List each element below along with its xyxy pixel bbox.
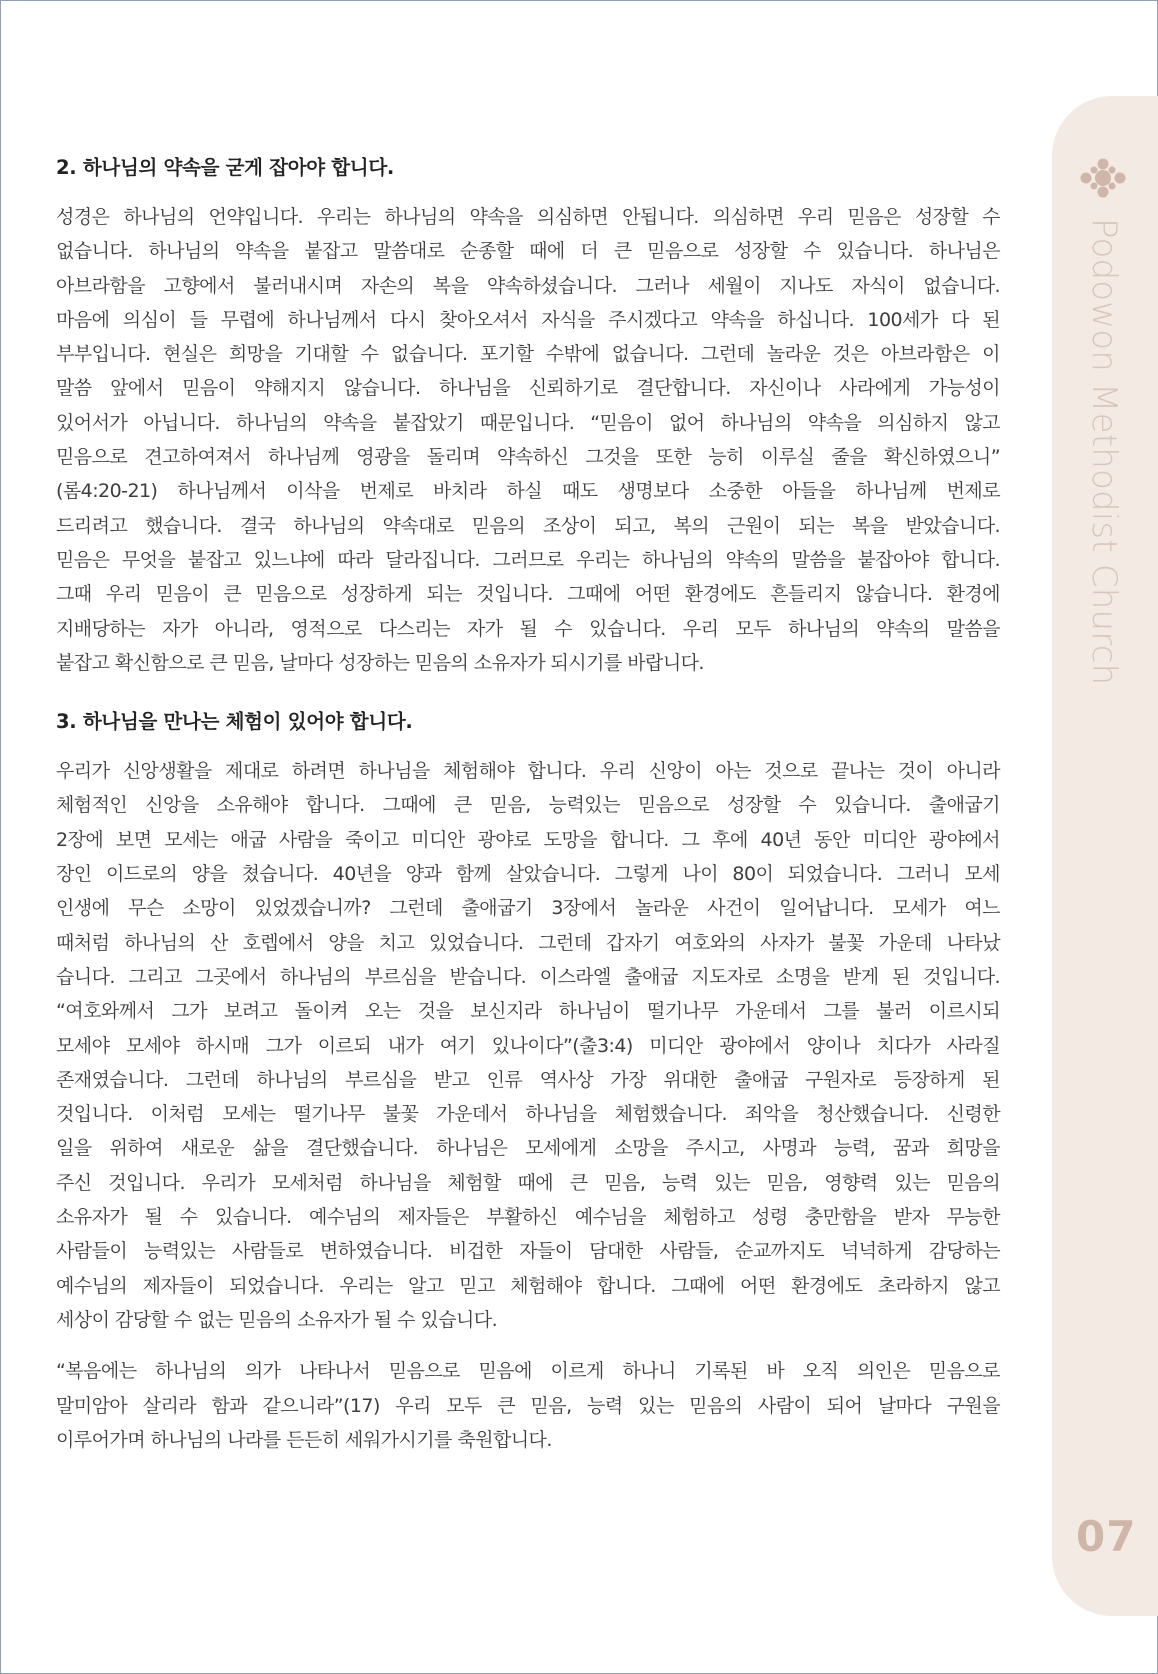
section-2-heading: 2. 하나님의 약속을 굳게 잡아야 합니다. (56, 156, 394, 179)
grape-cross-icon (1080, 158, 1126, 198)
text-line: 성경은 하나님의 언약입니다. 우리는 하나님의 약속을 의심하면 안됩니다. 의심하면 우리 믿음은 성장할 수 (56, 206, 1000, 228)
text-line: 붙잡고 확신함으로 큰 믿음, 날마다 성장하는 믿음의 소유자가 되시기를 바랍니다. (56, 651, 704, 674)
section-3-heading: 3. 하나님을 만나는 체험이 있어야 합니다. (56, 710, 413, 734)
church-name-vertical: Podowon Methodist Church (1084, 218, 1124, 686)
text-line: 세상이 감당할 수 없는 믿음의 소유자가 될 수 있습니다. (56, 1308, 498, 1331)
text-line: 예수님의 제자들이 되었습니다. 우리는 알고 믿고 체험해야 합니다. 그때에 어떤 환경에도 초라하지 않고 (56, 1274, 1000, 1297)
text-line: 지배당하는 자가 아니라, 영적으로 다스리는 자가 될 수 있습니다. 우리 모두 하나님의 약속의 말씀을 (56, 617, 1000, 640)
text-line: 아브라함을 고향에서 불러내시며 자손의 복을 약속하셨습니다. 그러나 세월이 지나도 자식이 없습니다. (56, 274, 1000, 297)
text-line: “여호와께서 그가 보려고 돌이켜 오는 것을 보신지라 하나님이 떨기나무 가운데서 그를 불러 이르시되 (56, 1000, 1000, 1023)
text-line: 믿음은 무엇을 붙잡고 있느냐에 따라 달라집니다. 그러므로 우리는 하나님의 약속의 말씀을 붙잡아야 합니다. (56, 548, 1000, 571)
text-line: 부부입니다. 현실은 희망을 기대할 수 없습니다. 포기할 수밖에 없습니다. 그런데 놀라운 것은 아브라함은 이 (56, 343, 1000, 366)
text-line: 마음에 의심이 들 무렵에 하나님께서 다시 찾아오셔서 자식을 주시겠다고 약속을 하십니다. 100세가 다 된 (56, 308, 1000, 331)
text-line: 우리가 신앙생활을 제대로 하려면 하나님을 체험해야 합니다. 우리 신앙이 아는 것으로 끝나는 것이 아니라 (56, 760, 1000, 783)
text-line: 주신 것입니다. 우리가 모세처럼 하나님을 체험할 때에 큰 믿음, 능력 있는 믿음, 영향력 있는 믿음의 (56, 1171, 1000, 1194)
text-line: 2장에 보면 모세는 애굽 사람을 죽이고 미디안 광야로 도망을 합니다. 그 후에 40년 동안 미디안 광야에서 (56, 828, 1000, 851)
text-line: 있어서가 아닙니다. 하나님의 약속을 붙잡았기 때문입니다. “믿음이 없어 하나님의 약속을 의심하지 않고 (56, 411, 1000, 434)
text-line: “복음에는 하나님의 의가 나타나서 믿음으로 믿음에 이르게 하나니 기록된 바 오직 의인은 믿음으로 (56, 1360, 1000, 1383)
text-line: 모세야 모세야 하시매 그가 이르되 내가 여기 있나이다”(출3:4) 미디안 광야에서 양이나 치다가 사라질 (56, 1034, 1000, 1057)
section-3-paragraph (56, 754, 1000, 1337)
text-line: 말미암아 살리라 함과 같으니라”(17) 우리 모두 큰 믿음, 능력 있는 믿음의 사람이 되어 날마다 구원을 (56, 1394, 1000, 1417)
text-line: 말씀 앞에서 믿음이 약해지지 않습니다. 하나님을 신뢰하기로 결단합니다. 자신이나 사라에게 가능성이 (56, 377, 1000, 400)
closing-paragraph (56, 1354, 1000, 1457)
text-line: 존재였습니다. 그런데 하나님의 부르심을 받고 인류 역사상 가장 위대한 출애굽 구원자로 등장하게 된 (56, 1068, 1000, 1091)
article-body (56, 148, 1000, 1457)
text-line: 그때 우리 믿음이 큰 믿음으로 성장하게 되는 것입니다. 그때에 어떤 환경에도 흔들리지 않습니다. 환경에 (56, 583, 1000, 606)
text-line: 이루어가며 하나님의 나라를 든든히 세워가시기를 축원합니다. (56, 1428, 552, 1451)
text-line: 믿음으로 견고하여져서 하나님께 영광을 돌리며 약속하신 그것을 또한 능히 이루실 줄을 확신하였으니” (56, 446, 1000, 469)
text-line: 습니다. 그리고 그곳에서 하나님의 부르심을 받습니다. 이스라엘 출애굽 지도자로 소명을 받게 된 것입니다. (56, 965, 1000, 988)
page-number: 07 (1076, 1512, 1137, 1561)
text-line: 것입니다. 이처럼 모세는 떨기나무 불꽃 가운데서 하나님을 체험했습니다. 죄악을 청산했습니다. 신령한 (56, 1103, 1000, 1126)
text-line: 소유자가 될 수 있습니다. 예수님의 제자들은 부활하신 예수님을 체험하고 성령 충만함을 받자 무능한 (56, 1206, 1000, 1229)
text-line: 장인 이드로의 양을 쳤습니다. 40년을 양과 함께 살았습니다. 그렇게 나이 80이 되었습니다. 그러니 모세 (56, 863, 1000, 886)
text-line: 일을 위하여 새로운 삶을 결단했습니다. 하나님은 모세에게 소망을 주시고, 사명과 능력, 꿈과 희망을 (56, 1137, 1000, 1160)
text-line: 없습니다. 하나님의 약속을 붙잡고 말씀대로 순종할 때에 더 큰 믿음으로 성장할 수 있습니다. 하나님은 (56, 240, 1000, 263)
text-line: 체험적인 신앙을 소유해야 합니다. 그때에 큰 믿음, 능력있는 믿음으로 성장할 수 있습니다. 출애굽기 (56, 794, 1000, 817)
text-line: 때처럼 하나님의 산 호렙에서 양을 치고 있었습니다. 그런데 갑자기 여호와의 사자가 불꽃 가운데 나타났 (56, 931, 1000, 954)
text-line: 드리려고 했습니다. 결국 하나님의 약속대로 믿음의 조상이 되고, 복의 근원이 되는 복을 받았습니다. (56, 514, 1000, 537)
text-line: (롬4:20-21) 하나님께서 이삭을 번제로 바치라 하실 때도 생명보다 소중한 아들을 하나님께 번제로 (56, 480, 1000, 503)
text-line: 인생에 무슨 소망이 있었겠습니까? 그런데 출애굽기 3장에서 놀라운 사건이 일어납니다. 모세가 여느 (56, 897, 1000, 920)
section-2-paragraph (56, 200, 1000, 680)
text-line: 사람들이 능력있는 사람들로 변하였습니다. 비겁한 자들이 담대한 사람들, 순교까지도 넉넉하게 감당하는 (56, 1240, 1000, 1263)
